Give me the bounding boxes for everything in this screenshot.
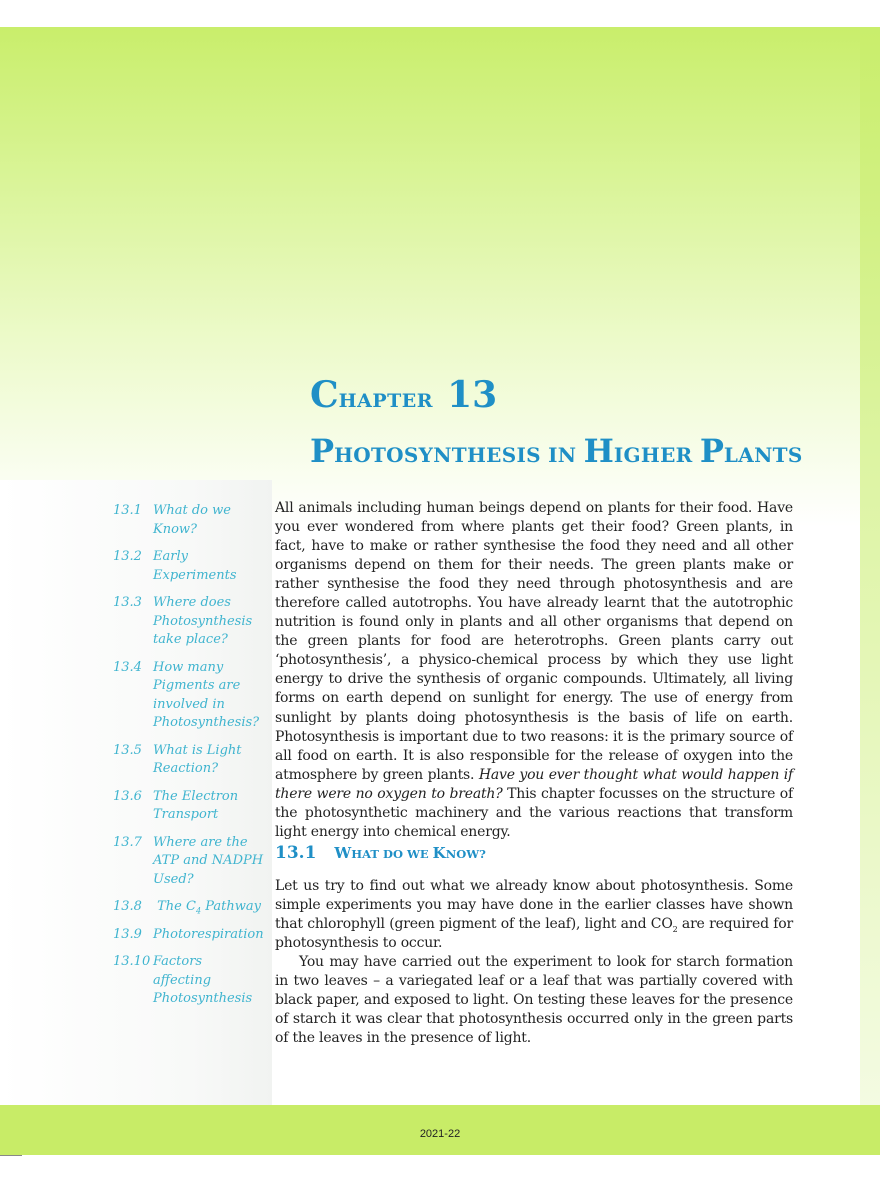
toc-item [113, 834, 273, 890]
toc-line: Reaction? [153, 761, 219, 776]
toc-line: Where are the [153, 834, 248, 850]
title-part-rest: IGHER [613, 443, 700, 467]
toc-line: take place? [153, 632, 228, 647]
toc-number: 13.1 [113, 503, 142, 518]
toc-number: 13.6 [113, 788, 142, 804]
co2-subscript: 2 [672, 924, 678, 934]
toc-item [113, 502, 273, 539]
section-title-rest: HAT DO WE [351, 847, 433, 861]
toc-line: How many [153, 659, 224, 675]
toc-number: 13.5 [113, 742, 142, 758]
title-part-rest: HOTOSYNTHESIS IN [334, 443, 584, 467]
toc-item [113, 898, 273, 917]
toc-item [113, 659, 273, 733]
section-heading [275, 843, 486, 863]
toc-number: 13.9 [113, 926, 142, 942]
toc-item [113, 788, 273, 825]
toc-line: Photosynthesis? [153, 715, 260, 730]
toc-number: 13.10 [113, 954, 151, 969]
toc-number: 13.4 [113, 659, 142, 675]
toc-line: Pathway [201, 899, 261, 914]
title-part-cap: P [699, 432, 724, 470]
toc-line: Photorespiration [153, 926, 264, 942]
toc-line: The C [157, 899, 196, 914]
toc-item [113, 926, 273, 945]
intro-paragraph-block [275, 499, 793, 842]
toc-line: Early [153, 549, 188, 564]
title-part-rest: LANTS [723, 443, 803, 467]
section-title-cap: W [334, 844, 352, 862]
right-edge-band [860, 27, 880, 1117]
chapter-number: 13 [447, 374, 498, 416]
footer-year: 2021-22 [419, 1128, 461, 1140]
toc-item [113, 953, 273, 1009]
section-paragraph-2: You may have carried out the experiment to look for starch formation in two leaves – a variegated leaf or a leaf that was partially covered with black paper, and exposed to light. On testing these leaves for the presence of starch it was clear that photosynthesis occurred only in the green parts of the leaves in the presence of light. [275, 954, 793, 1047]
title-part-cap: P [310, 432, 335, 470]
toc-line: Photosynthesis [153, 991, 253, 1006]
paragraph-text: are required for photosynthesis to occur. [275, 916, 793, 952]
toc-line: ATP and NADPH [153, 853, 264, 868]
toc-item [113, 742, 273, 779]
toc-number: 13.7 [113, 834, 142, 850]
section-body [275, 877, 793, 1048]
section-number: 13.1 [275, 843, 317, 863]
toc-line: The Electron [153, 788, 239, 804]
section-paragraph-1 [275, 877, 793, 953]
toc-line: Factors [153, 954, 203, 969]
toc-line: Know? [153, 521, 198, 537]
toc-line: Used? [153, 871, 194, 887]
footer-rule [0, 1155, 22, 1156]
toc-subscript: 4 [195, 906, 202, 916]
intro-paragraph [275, 499, 793, 842]
toc-line: affecting [153, 972, 212, 988]
toc-line: Where does [153, 595, 231, 610]
paragraph-text: Let us try to find out what we already know about photosynthesis. Some simple experiments you may have done in the earlier classes have shown that chlorophyll (green pigment of the leaf), light and CO [275, 878, 793, 933]
chapter-label-rest: HAPTER [338, 390, 434, 412]
toc-item [113, 594, 273, 650]
toc-line: involved in [153, 696, 225, 712]
section-title-rest: NOW? [445, 847, 486, 861]
toc-item [113, 548, 273, 585]
chapter-title [310, 432, 803, 470]
intro-italic-question: Have you ever thought what would happen if there were no oxygen to breath? [275, 766, 793, 802]
title-part-cap: H [583, 432, 614, 470]
toc-number: 13.8 [113, 899, 142, 914]
toc-line: Pigments are [153, 678, 241, 693]
toc-line: Transport [153, 807, 219, 822]
top-margin [0, 0, 880, 27]
toc-line: What is Light [153, 742, 242, 758]
intro-text-end: This chapter focusses on the structure of the photosynthetic machinery and the various reactions that transform light energy into chemical energy. [275, 785, 793, 840]
toc-line: Experiments [153, 567, 237, 583]
toc-number: 13.2 [113, 549, 142, 564]
toc-line: Photosynthesis [153, 613, 253, 629]
chapter-label-initial: C [310, 374, 339, 416]
chapter-label [310, 374, 497, 416]
intro-text: All animals including human beings depend on plants for their food. Have you ever wondered from where plants get their food? Green plants, in fact, have to make or rather synthesise the food they need and all other organisms depend on them for their needs. The green plants make or rather synthesise the food they need through photosynthesis and are therefore called autotrophs. You have already learnt that the autotrophic nutrition is found only in plants and all other organisms that depend on the green plants for food are heterotrophs. Green plants carry out ‘photosynthesis’, a physico-chemical process by which they use light energy to drive the synthesis of organic compounds. Ultimately, all living forms on earth depend on sunlight for energy. The use of energy from sunlight by plants doing photosynthesis is the basis of life on earth. Photosynthesis is important due to two reasons: it is the primary source of all food on earth. It is also responsible for the release of oxygen into the atmosphere by green plants. [275, 500, 793, 783]
chapter-contents-list [113, 502, 273, 1018]
toc-number: 13.3 [113, 595, 142, 610]
section-title-cap: K [432, 844, 446, 862]
toc-line: What do we [153, 503, 231, 518]
